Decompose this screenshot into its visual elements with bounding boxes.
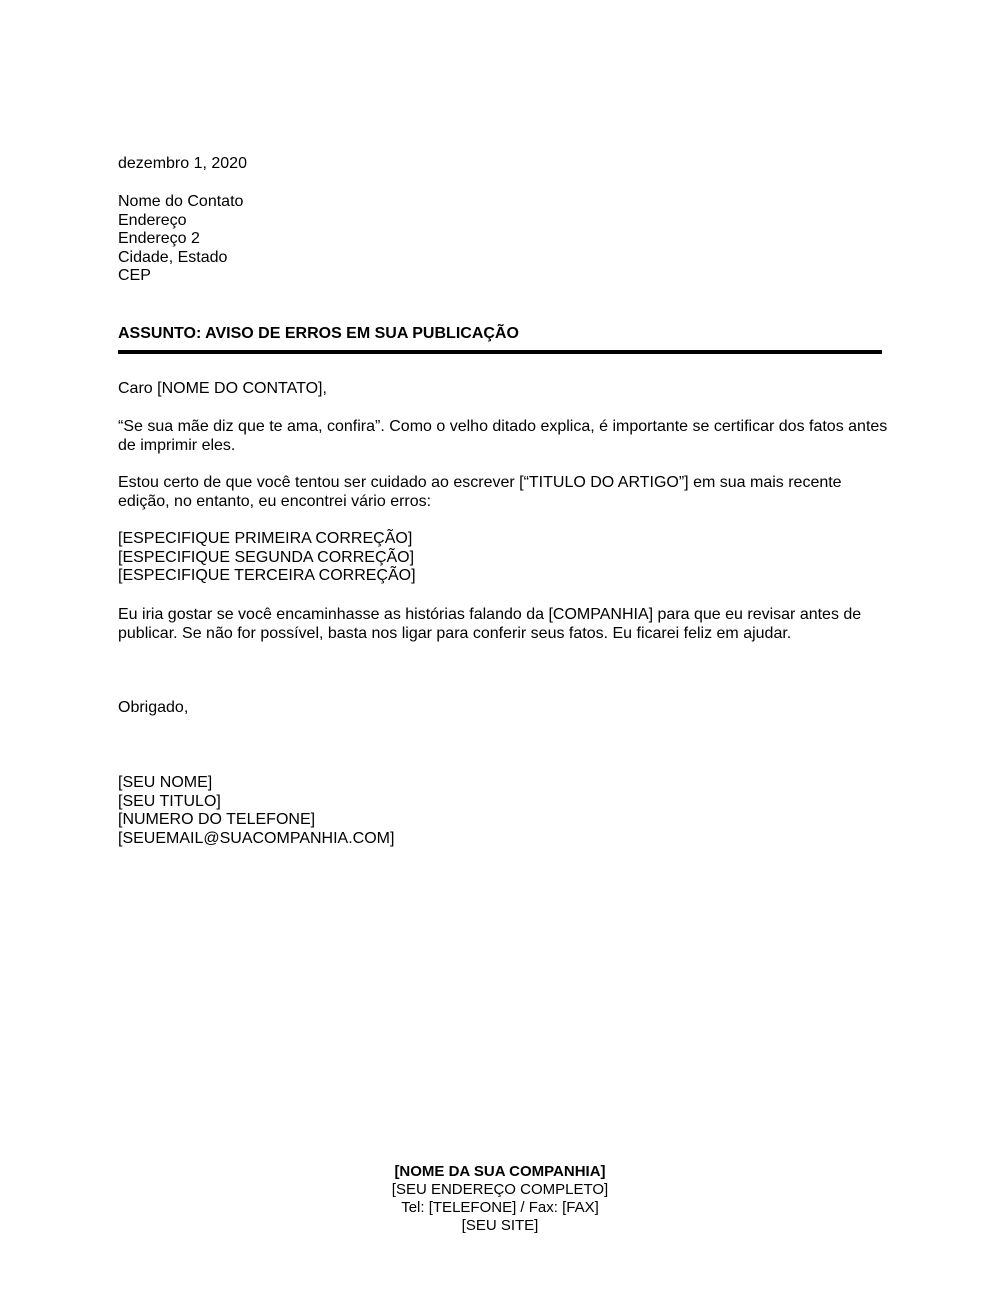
correction-item: [ESPECIFIQUE TERCEIRA CORREÇÃO]: [118, 567, 416, 584]
recipient-name: Nome do Contato: [118, 193, 244, 210]
date-text: dezembro 1, 2020: [118, 155, 247, 172]
footer: [0, 1163, 1000, 1235]
recipient-address2: Endereço 2: [118, 230, 200, 247]
recipient-address1: Endereço: [118, 211, 187, 229]
signature-title: [SEU TITULO]: [118, 792, 221, 810]
footer-address: [SEU ENDEREÇO COMPLETO]: [391, 1181, 609, 1198]
paragraph-2-text: Estou certo de que você tentou ser cuidado ao escrever [“TITULO DO ARTIGO”] em sua mais recente edição, no entanto, eu encontrei vário erros:: [118, 474, 842, 510]
closing: [118, 699, 888, 718]
subject-divider: [118, 350, 882, 354]
footer-contact: Tel: [TELEFONE] / Fax: [FAX]: [401, 1199, 599, 1216]
recipient-block: [118, 193, 888, 286]
subject-line: [118, 325, 888, 344]
footer-site: [SEU SITE]: [461, 1217, 539, 1234]
signature-email: [SEUEMAIL@SUACOMPANHIA.COM]: [118, 829, 395, 847]
closing-text: Obrigado,: [118, 699, 189, 716]
subject-text: ASSUNTO: AVISO DE ERROS EM SUA PUBLICAÇÃO: [118, 325, 519, 342]
paragraph-3: [118, 606, 888, 643]
correction-item: [ESPECIFIQUE SEGUNDA CORREÇÃO]: [118, 548, 415, 566]
recipient-city-state: Cidade, Estado: [118, 248, 228, 266]
signature-name: [SEU NOME]: [118, 774, 213, 791]
salutation: [118, 380, 888, 399]
salutation-text: Caro [NOME DO CONTATO],: [118, 380, 327, 397]
paragraph-2: [118, 474, 888, 511]
signature-phone: [NUMERO DO TELEFONE]: [118, 811, 316, 828]
paragraph-1-text: “Se sua mãe diz que te ama, confira”. Como o velho ditado explica, é importante se certificar dos fatos antes de imprimir eles.: [118, 418, 888, 454]
recipient-zip: CEP: [118, 267, 151, 284]
paragraph-3-text: Eu iria gostar se você encaminhasse as histórias falando da [COMPANHIA] para que eu revisar antes de publicar. Se não for possível, basta nos ligar para conferir seus fatos. Eu ficarei feliz em ajudar.: [118, 606, 862, 642]
correction-item: [ESPECIFIQUE PRIMEIRA CORREÇÃO]: [118, 530, 413, 547]
footer-company: [NOME DA SUA COMPANHIA]: [394, 1163, 606, 1180]
paragraph-1: [118, 418, 888, 455]
signature-block: [118, 774, 888, 848]
corrections-list: [118, 530, 888, 586]
letter-date: [118, 155, 888, 174]
